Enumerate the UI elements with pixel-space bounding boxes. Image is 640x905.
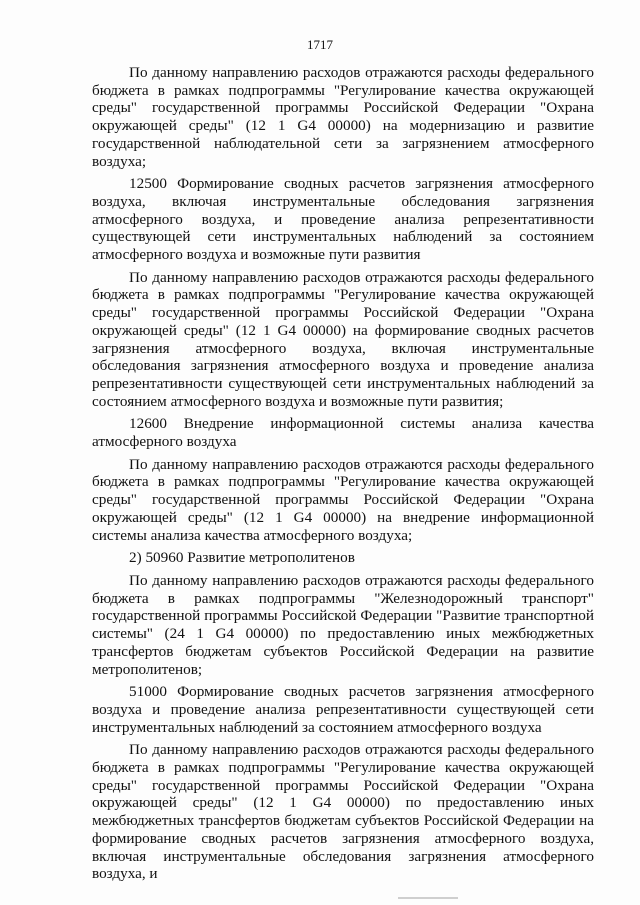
page-number: 1717 xyxy=(307,37,333,52)
paragraph-expense-description: По данному направлению расходов отражаются расходы федерального бюджета в рамках подпрограммы "Регулирование качества окружающей среды" государственной программы Российской Федерации "Охрана окружающей среды" (12 1 G4 00000) на формирование сводных расчетов загрязнения атмосферного воздуха, включая инструментальные обследования загрязнения атмосферного воздуха и проведение анализа репрезентативности существующей сети инструментальных наблюдений за состоянием атмосферного воздуха и возможные пути развития; xyxy=(92,268,594,410)
paragraph-code-12500: 12500 Формирование сводных расчетов загрязнения атмосферного воздуха, включая инструментальные обследования загрязнения атмосферного воздуха, и проведение анализа репрезентативности существующей сети инструментальных наблюдений за состоянием атмосферного воздуха и возможные пути развития xyxy=(92,175,594,264)
document-body xyxy=(92,64,594,883)
scan-artifact xyxy=(398,897,458,899)
paragraph-expense-description: По данному направлению расходов отражаются расходы федерального бюджета в рамках подпрограммы "Регулирование качества окружающей среды" государственной программы Российской Федерации "Охрана окружающей среды" (12 1 G4 00000) на модернизацию и развитие государственной наблюдательной сети за загрязнением атмосферного воздуха; xyxy=(92,64,594,170)
paragraph-code-50960: 2) 50960 Развитие метрополитенов xyxy=(129,549,355,567)
paragraph-code-51000: 51000 Формирование сводных расчетов загрязнения атмосферного воздуха и проведение анализа репрезентативности существующей сети инструментальных наблюдений за состоянием атмосферного воздуха xyxy=(92,683,594,736)
paragraph-code-12600: 12600 Внедрение информационной системы анализа качества атмосферного воздуха xyxy=(92,415,594,451)
paragraph-expense-description: По данному направлению расходов отражаются расходы федерального бюджета в рамках подпрограммы "Регулирование качества окружающей среды" государственной программы Российской Федерации "Охрана окружающей среды" (12 1 G4 00000) на внедрение информационной системы анализа качества атмосферного воздуха; xyxy=(92,455,594,544)
paragraph-expense-description: По данному направлению расходов отражаются расходы федерального бюджета в рамках подпрограммы "Регулирование качества окружающей среды" государственной программы Российской Федерации "Охрана окружающей среды" (12 1 G4 00000) по предоставлению иных межбюджетных трансфертов бюджетам субъектов Российской Федерации на формирование сводных расчетов загрязнения атмосферного воздуха, включая инструментальные обследования загрязнения атмосферного воздуха, и xyxy=(92,741,594,883)
paragraph-expense-description: По данному направлению расходов отражаются расходы федерального бюджета в рамках подпрограммы "Железнодорожный транспорт" государственной программы Российской Федерации "Развитие транспортной системы" (24 1 G4 00000) по предоставлению иных межбюджетных трансфертов бюджетам субъектов Российской Федерации на развитие метрополитенов; xyxy=(92,571,594,678)
